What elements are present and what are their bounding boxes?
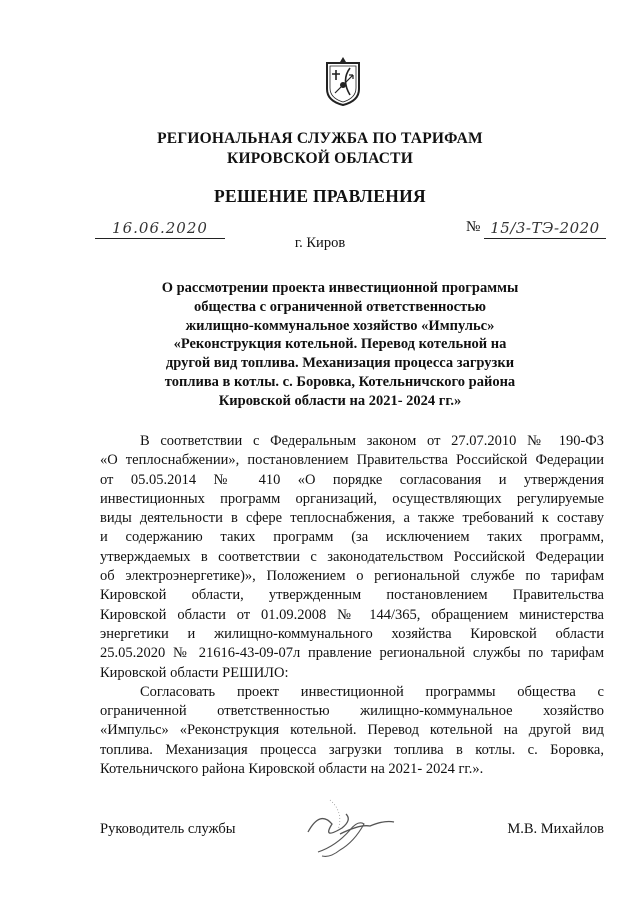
body-line: об электроэнергетике)», Положением о региональной службе по тарифам <box>100 568 604 585</box>
subject-line: О рассмотрении проекта инвестиционной программы <box>161 280 519 296</box>
body-line: Согласовать проект инвестиционной программы общества с <box>140 683 604 700</box>
body-line: инвестиционных программ организаций, осуществляющих регулируемые <box>100 490 604 507</box>
body-line: Кировской области, утвержденным постановлением Правительства <box>100 587 604 604</box>
body-line: Кировской области от 01.09.2008 № 144/365, обращением министерства <box>100 606 604 623</box>
handwritten-signature <box>300 790 400 870</box>
body-line: утверждаемых в соответствии с законодательством Российской Федерации <box>100 548 604 565</box>
body-line: энергетики и жилищно-коммунального хозяйства Кировской области <box>100 625 604 642</box>
body-line: виды деятельности в сфере теплоснабжения, а также требований к составу <box>100 510 604 527</box>
subject-line: жилищно-коммунальное хозяйство «Импульс» <box>185 317 495 334</box>
body-line: ограниченной ответственностью жилищно-коммунальное хозяйство <box>100 703 604 720</box>
body-line: от 05.05.2014 № 410 «О порядке согласования и утверждения <box>100 471 604 488</box>
signatory-name: М.В. Михайлов <box>507 821 604 837</box>
body-line: В соответствии с Федеральным законом от 27.07.2010 № 190-ФЗ <box>140 433 604 449</box>
subject-heading <box>140 279 540 411</box>
subject-line: Кировской области на 2021- 2024 гг.» <box>218 392 462 409</box>
subject-line: «Реконструкция котельной. Перевод котельной на <box>173 336 507 353</box>
body-line: 25.05.2020 № 21616-43-09-07л правление региональной службы по тарифам <box>100 645 604 662</box>
body-line: «О теплоснабжении», постановлением Правительства Российской Федерации <box>100 452 604 469</box>
number-sign: № <box>466 219 481 235</box>
subject-line: общества с ограниченной ответственностью <box>194 298 486 315</box>
city: г. Киров <box>294 235 346 251</box>
body-text <box>100 432 604 779</box>
body-line: Котельничского района Кировской области на 2021- 2024 гг.». <box>100 761 484 778</box>
body-line: и содержанию таких программ (за исключением таких программ, <box>100 529 604 546</box>
document-type-title: РЕШЕНИЕ ПРАВЛЕНИЯ <box>214 186 426 206</box>
document-date: 16.06.2020 <box>95 219 225 239</box>
body-line: Кировской области РЕШИЛО: <box>100 664 289 681</box>
org-name-line2: КИРОВСКОЙ ОБЛАСТИ <box>227 150 413 167</box>
subject-line: топлива в котлы. с. Боровка, Котельничского района <box>164 373 516 390</box>
subject-line: другой вид топлива. Механизация процесса загрузки <box>165 355 515 372</box>
body-line: «Импульс» «Реконструкция котельной. Перевод котельной на другой вид <box>100 722 604 739</box>
coat-of-arms-icon <box>323 55 363 107</box>
org-name-line1: РЕГИОНАЛЬНАЯ СЛУЖБА ПО ТАРИФАМ <box>157 130 483 147</box>
signatory-position: Руководитель службы <box>100 821 236 837</box>
body-line: топлива. Механизация процесса загрузки топлива в котлы. с. Боровка, <box>100 741 604 758</box>
number-value: 15/3-ТЭ-2020 <box>484 219 606 239</box>
